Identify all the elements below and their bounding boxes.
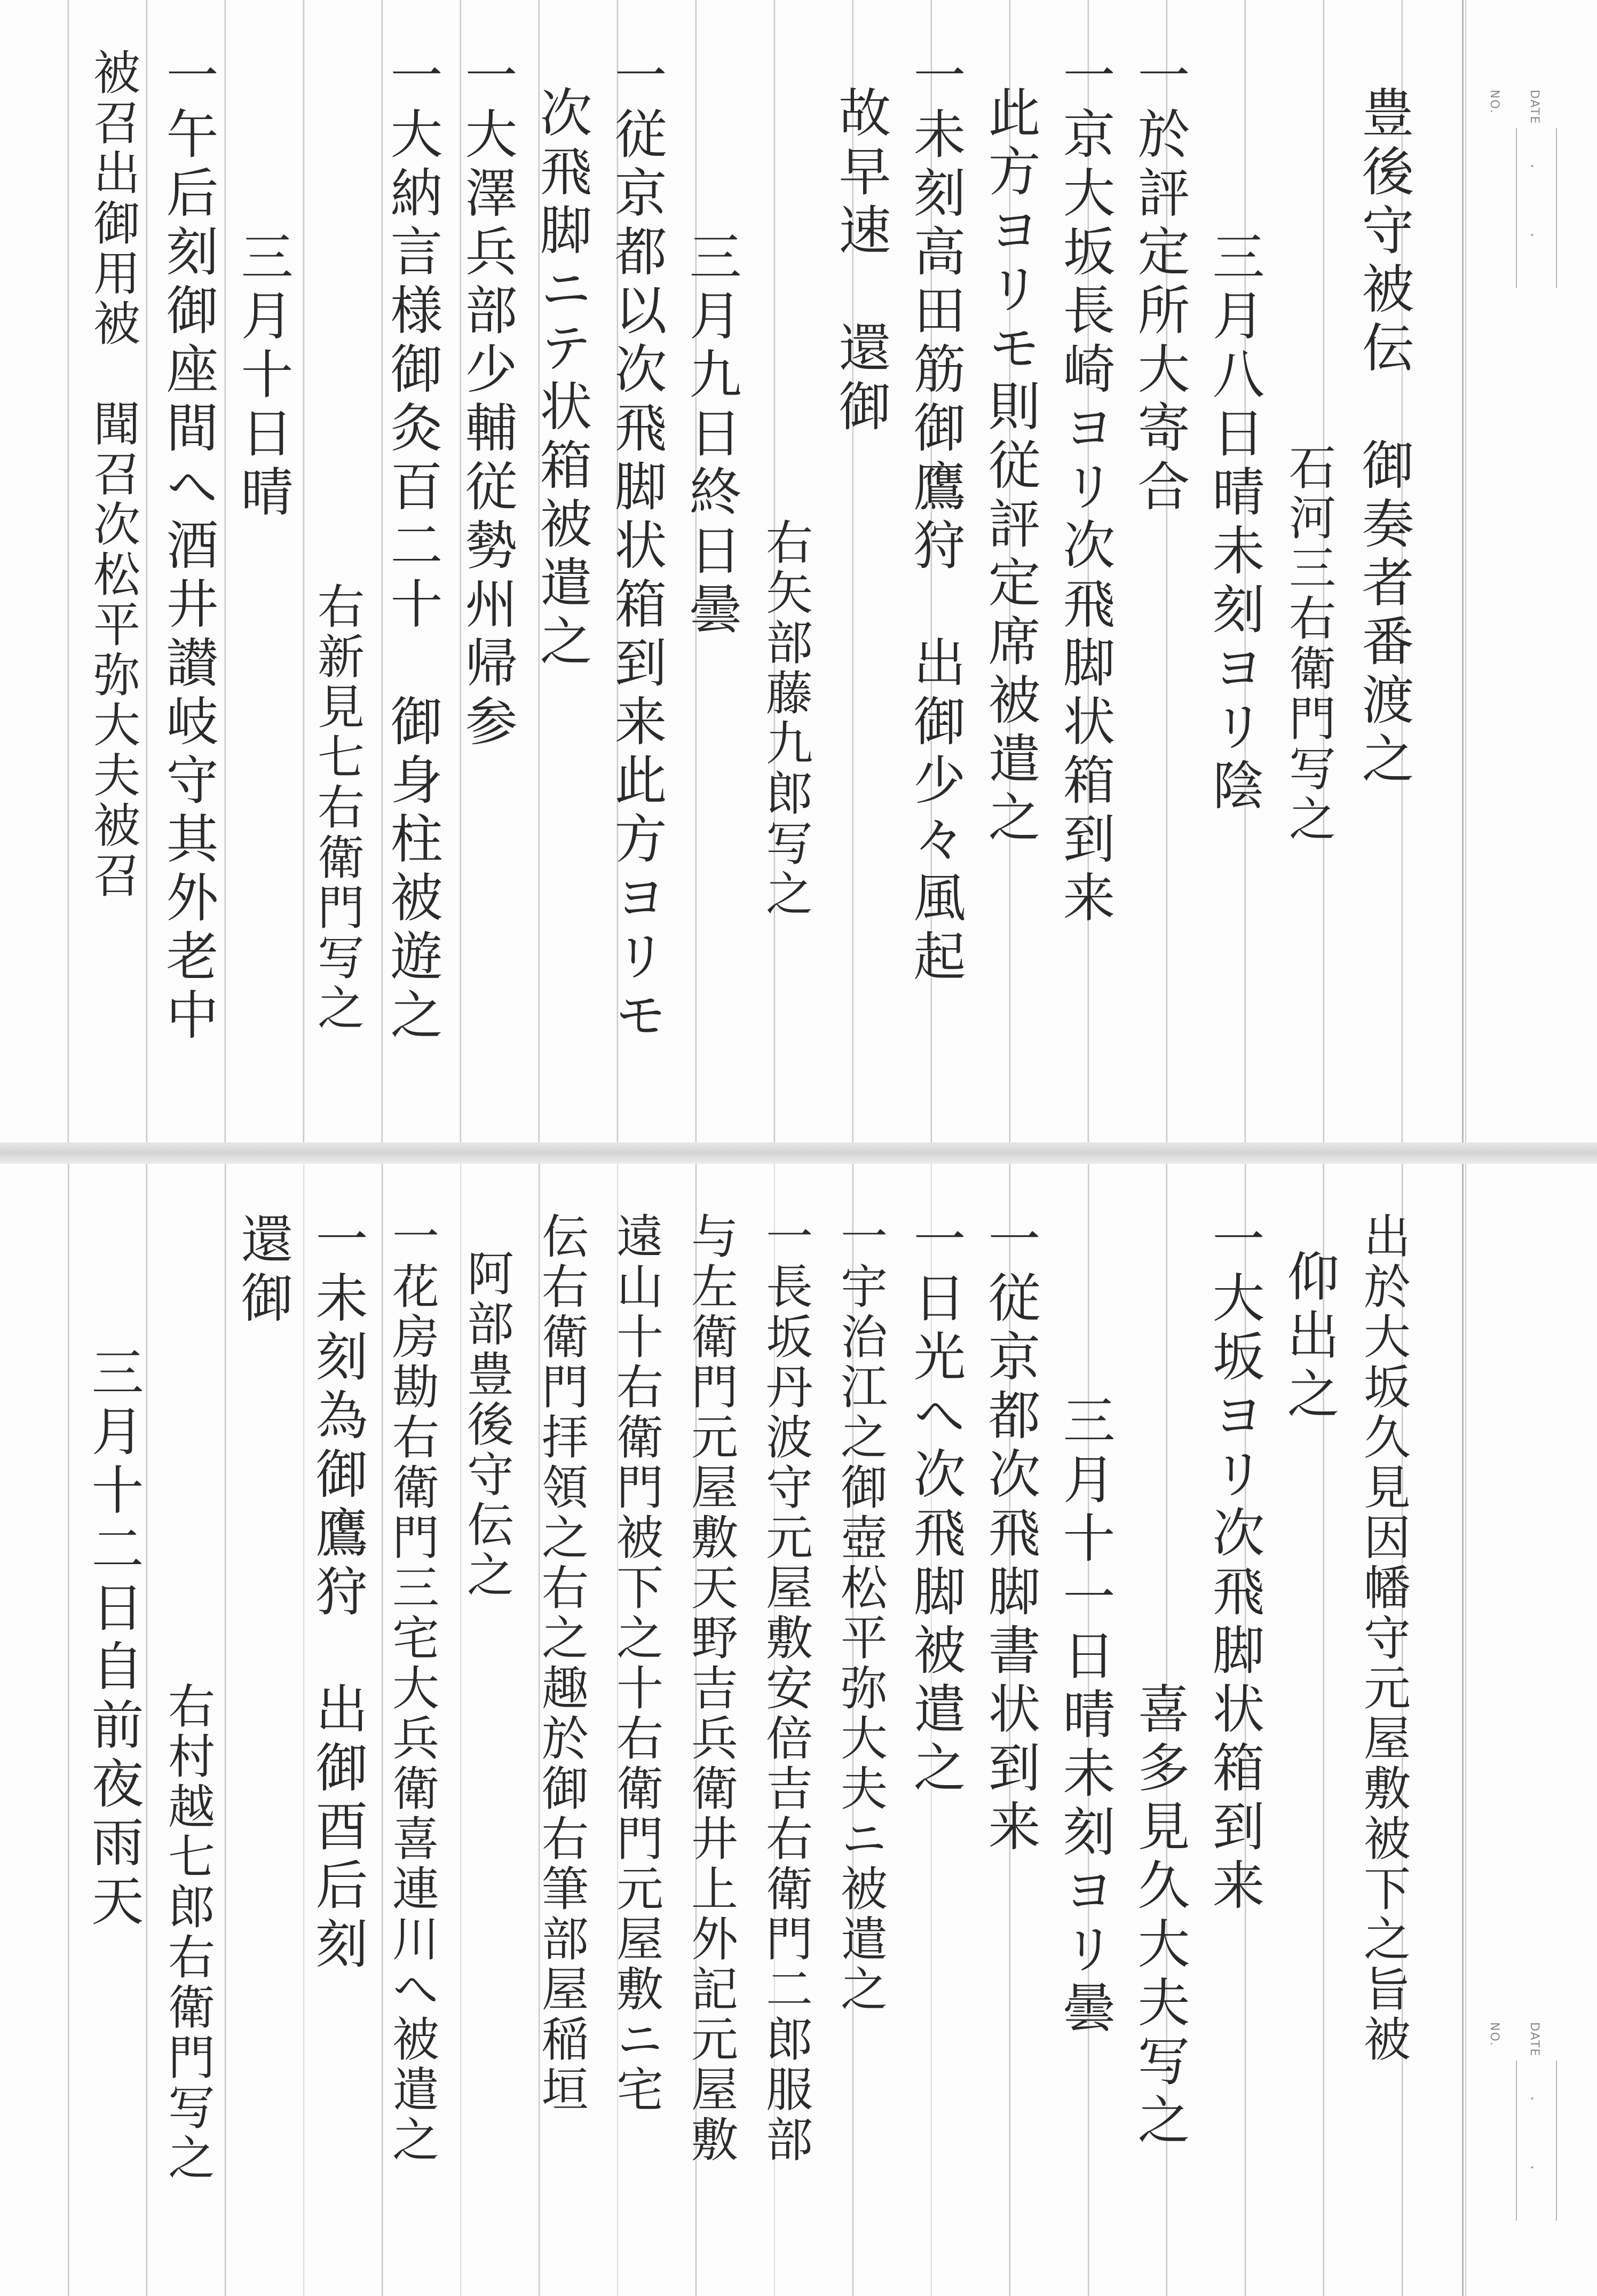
- margin-divider: [1465, 0, 1466, 1142]
- text-column: 一大澤兵部少輔従勢州帰参: [456, 48, 517, 753]
- text-column: 此方ヨリモ則従評定席被遣之: [979, 85, 1040, 849]
- page-margin: [1462, 1164, 1597, 2296]
- text-column: 一大納言様御灸百二十 御身柱被遊之: [382, 48, 442, 1046]
- text-column: 次飛脚ニテ状箱被遣之: [531, 85, 592, 673]
- text-column: 一午后刻御座間へ酒井讃岐守其外老中: [157, 48, 218, 1046]
- text-column: 仰出之: [1278, 1249, 1339, 1425]
- text-column: 一長坂丹波守元屋敷安倍吉右衛門二郎服部: [758, 1212, 813, 2165]
- text-column: 一大坂ヨリ次飛脚状箱到来: [1204, 1212, 1264, 1916]
- date-label: DATE: [1528, 90, 1541, 125]
- no-label: NO.: [1488, 90, 1501, 114]
- text-column: 故早速 還御: [830, 85, 891, 438]
- date-label: DATE: [1528, 2022, 1541, 2057]
- no-field-line: [1516, 128, 1517, 288]
- text-column: 一未刻為御鷹狩 出御酉后刻: [307, 1212, 368, 1975]
- upper-text: [76, 48, 1421, 1046]
- page-fold: [0, 1142, 1597, 1164]
- text-column: 一日光へ次飛脚被遣之: [905, 1212, 966, 1799]
- text-column: 右新見七右衛門写之: [310, 582, 365, 1033]
- text-column: 喜多見久大夫写之: [1129, 1682, 1190, 2151]
- no-date-box: [1480, 2013, 1581, 2231]
- upper-page: [0, 0, 1597, 1142]
- date-heading: 三月八日晴未刻ヨリ陰: [1204, 230, 1264, 817]
- lower-text: [76, 1212, 1421, 2183]
- text-column: 右村越七郎右衛門写之: [161, 1682, 216, 2183]
- text-column: 阿部豊後守伝之: [460, 1249, 515, 1600]
- text-column: 右矢部藤九郎写之: [758, 518, 813, 919]
- no-field-line: [1516, 2061, 1517, 2221]
- text-column: 石河三右衛門写之: [1282, 443, 1337, 845]
- text-column: 遠山十右衛門被下之十右衛門元屋敷ニ宅: [609, 1212, 664, 2115]
- date-heading: 三月十一日晴未刻ヨリ曇: [1054, 1393, 1115, 2039]
- date-dots: ・ ・: [1524, 2093, 1538, 2200]
- text-column: 一宇治江之御壺松平弥大夫ニ被遣之: [833, 1212, 888, 2015]
- date-heading: 三月十二日自前夜雨天: [83, 1345, 144, 1932]
- text-column: 一従京都次飛脚書状到来: [979, 1212, 1040, 1858]
- date-field-line: [1556, 128, 1557, 288]
- lower-page: [0, 1164, 1597, 2296]
- text-column: 与左衛門元屋敷天野吉兵衛井上外記元屋敷: [684, 1212, 739, 2165]
- text-column: 一従京都以次飛脚状箱到来此方ヨリモ: [606, 48, 667, 1046]
- date-dots: ・ ・: [1524, 160, 1538, 267]
- margin-divider: [1465, 1164, 1466, 2296]
- page-margin: [1462, 0, 1597, 1142]
- text-column: 出於大坂久見因幡守元屋敷被下之旨被: [1356, 1212, 1411, 2065]
- date-field-line: [1556, 2061, 1557, 2221]
- text-column: 伝右衛門拝領之右之趣於御右筆部屋稲垣: [534, 1212, 589, 2115]
- date-heading: 三月十日晴: [232, 230, 293, 523]
- text-column: 一京大坂長崎ヨリ次飛脚状箱到来: [1054, 48, 1115, 929]
- text-column: 一於評定所大寄合: [1129, 48, 1190, 518]
- text-column: 一未刻高田筋御鷹狩 出御少々風起: [905, 48, 966, 988]
- text-column: 還御: [232, 1212, 293, 1329]
- no-label: NO.: [1488, 2022, 1501, 2047]
- text-column: 被召出御用被 聞召次松平弥大夫被召: [86, 48, 141, 901]
- text-column: 一花房勘右衛門三宅大兵衛喜連川へ被遣之: [385, 1212, 440, 2165]
- no-date-box: [1480, 80, 1581, 299]
- date-heading: 三月九日終日曇: [681, 230, 741, 641]
- text-column: 豊後守被伝 御奏者番渡之: [1353, 85, 1414, 790]
